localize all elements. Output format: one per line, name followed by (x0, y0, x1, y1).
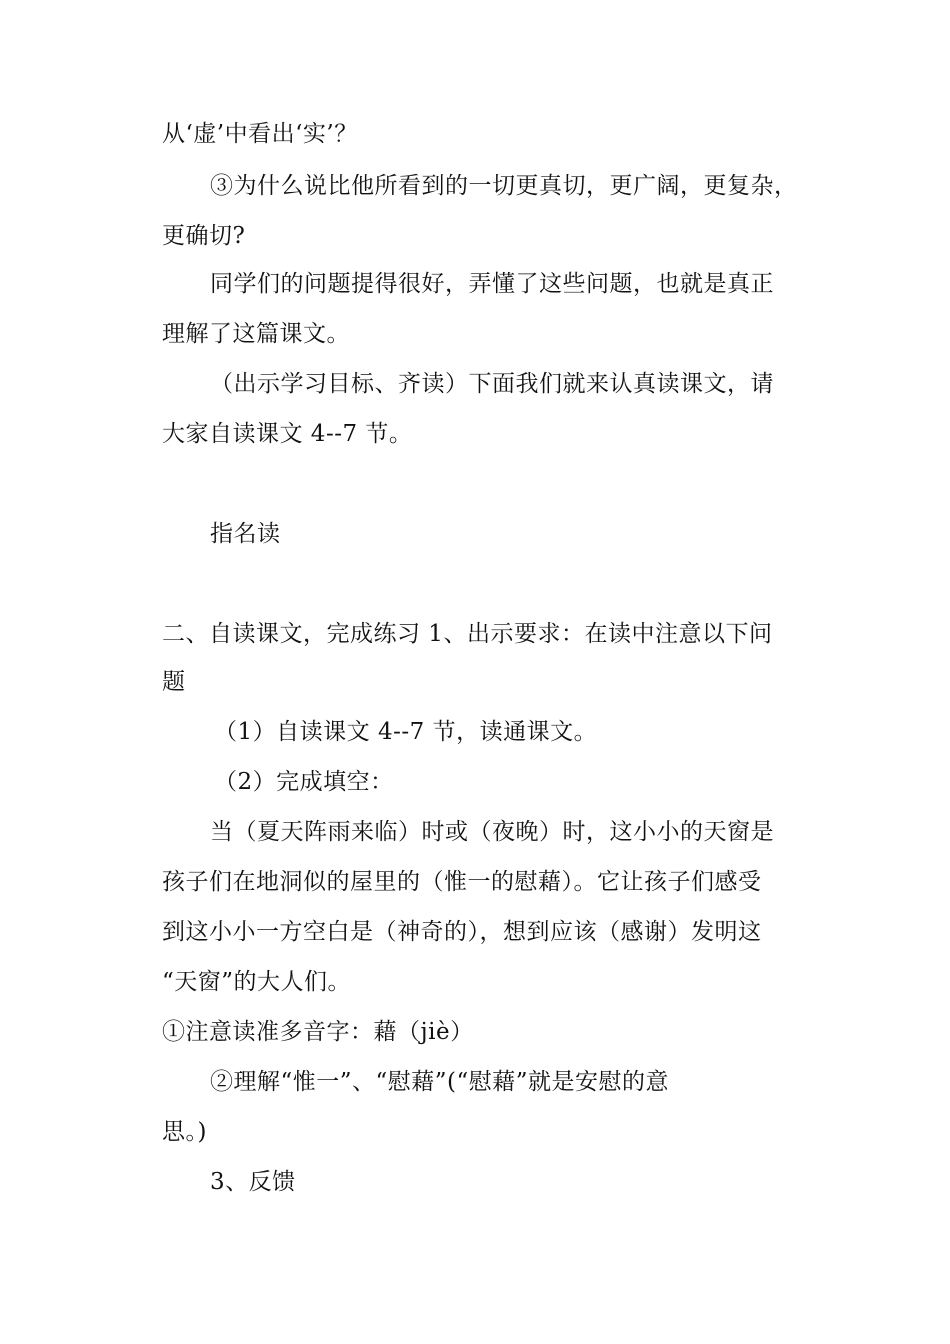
text-line: ②理解“惟一”、“慰藉”(“慰藉”就是安慰的意 (210, 1069, 670, 1095)
text-line: 大家自读课文 4--7 节。 (162, 421, 413, 447)
text-line: ③为什么说比他所看到的一切更真切，更广阔，更复杂， (210, 173, 798, 199)
text-line: 指名读 (210, 521, 281, 547)
text-line: 同学们的问题提得很好，弄懂了这些问题，也就是真正 (210, 271, 774, 297)
text-line: 从‘虚’中看出‘实’？ (162, 121, 358, 147)
section-heading: 二、自读课文，完成练习 1、出示要求：在读中注意以下问 (162, 621, 773, 647)
text-line: 孩子们在地洞似的屋里的（惟一的慰藉）。它让孩子们感受 (162, 869, 762, 895)
list-item: （2）完成填空： (214, 769, 394, 795)
text-line: 当（夏天阵雨来临）时或（夜晚）时，这小小的天窗是 (210, 819, 774, 845)
text-line: “天窗”的大人们。 (162, 969, 352, 995)
text-line: ①注意读准多音字：藉（jiè） (162, 1019, 474, 1045)
text-line: 题 (162, 669, 186, 695)
list-item: （1）自读课文 4--7 节，读通课文。 (214, 719, 598, 745)
text-line: 更确切? (162, 223, 246, 249)
text-line: 思。) (162, 1119, 207, 1145)
text-line: （出示学习目标、齐读）下面我们就来认真读课文，请 (210, 371, 774, 397)
text-line: 3、反馈 (210, 1169, 296, 1195)
text-line: 到这小小一方空白是（神奇的），想到应该（感谢）发明这 (162, 919, 762, 945)
text-line: 理解了这篇课文。 (162, 321, 350, 347)
